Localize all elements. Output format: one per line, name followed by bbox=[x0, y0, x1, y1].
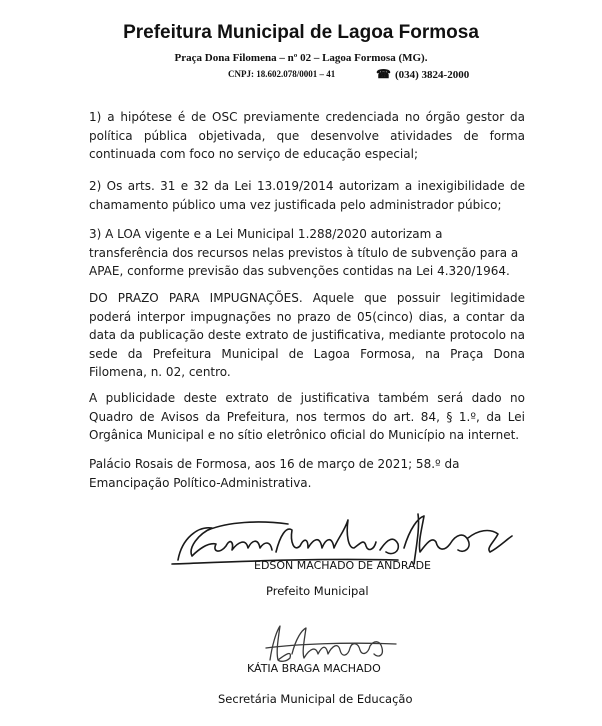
paragraph-1: 1) a hipótese é de OSC previamente credenciada no órgão gestor da política pública objetivada, que desenvolve atividades de forma continuada com foco no serviço de educação especial; bbox=[89, 110, 525, 161]
paragraph-publicidade: A publicidade deste extrato de justificativa também será dado no Quadro de Avisos da Prefeitura, nos termos do art. 84, § 1.º, da Lei Orgânica Municipal e no sítio eletrônico oficial do Município na internet. bbox=[89, 391, 525, 442]
paragraph-date: Palácio Rosais de Formosa, aos 16 de março de 2021; 58.º da Emancipação Político-Administrativa. bbox=[89, 457, 460, 490]
signatory-name-secretary: KÁTIA BRAGA MACHADO bbox=[247, 662, 381, 675]
signatory-role-secretary: Secretária Municipal de Educação bbox=[218, 692, 413, 706]
paragraph-2: 2) Os arts. 31 e 32 da Lei 13.019/2014 autorizam a inexigibilidade de chamamento público uma vez justificada pelo administrador púbico; bbox=[89, 179, 525, 212]
header-phone-number: (034) 3824-2000 bbox=[394, 68, 470, 81]
header-title: Prefeitura Municipal de Lagoa Formosa bbox=[123, 22, 479, 43]
header-phone bbox=[376, 67, 469, 82]
paragraph-3: 3) A LOA vigente e a Lei Municipal 1.288/2020 autorizam a transferência dos recursos nelas previstos à título de subvenção para a APAE, conforme previsão das subvenções contidas na Lei 4.320/1964. bbox=[89, 227, 519, 278]
signature-secretary bbox=[256, 618, 406, 668]
header-cnpj: CNPJ: 18.602.078/0001 – 41 bbox=[228, 69, 336, 79]
telephone-icon: ☎ bbox=[376, 67, 391, 81]
header-address: Praça Dona Filomena – nº 02 – Lagoa Formosa (MG). bbox=[174, 52, 428, 64]
paragraph-impugnacoes: DO PRAZO PARA IMPUGNAÇÕES. Aquele que possuir legitimidade poderá interpor impugnações no prazo de 05(cinco) dias, a contar da data da publicação deste extrato de justificativa, mediante protocolo na sede da Prefeitura Municipal de Lagoa Formosa, na Praça Dona Filomena, n. 02, centro. bbox=[89, 291, 525, 379]
signatory-name-mayor: EDSON MACHADO DE ANDRADE bbox=[254, 559, 431, 572]
signatory-role-mayor: Prefeito Municipal bbox=[266, 584, 369, 598]
